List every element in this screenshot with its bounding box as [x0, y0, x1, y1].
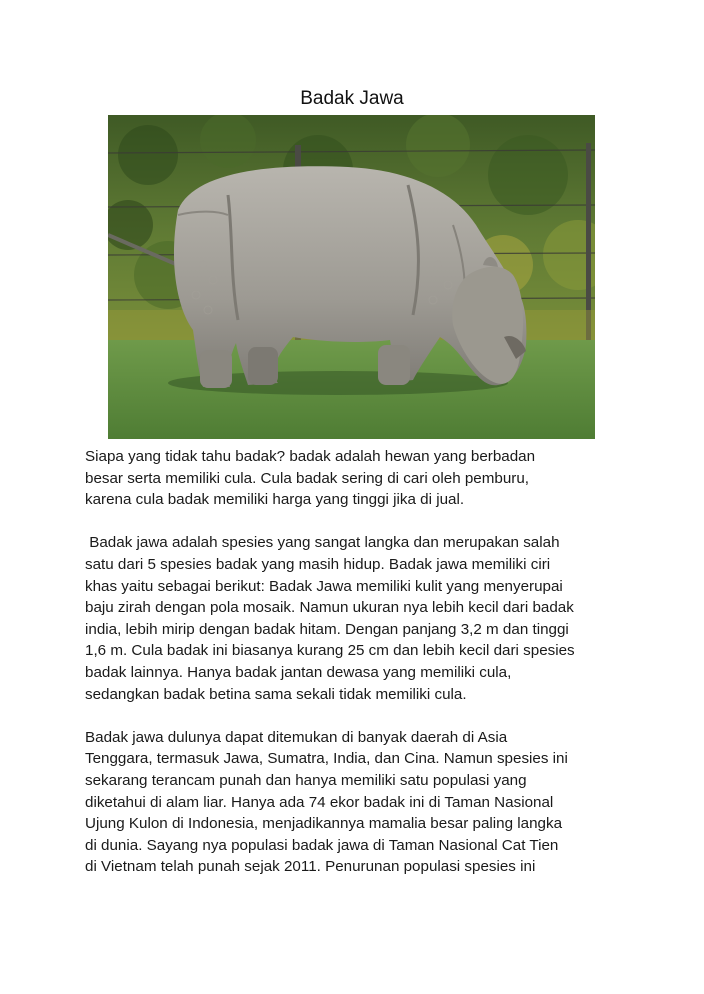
paragraph-line: india, lebih mirip dengan badak hitam. Dengan panjang 3,2 m dan tinggi: [85, 620, 569, 638]
paragraph-line: sedangkan badak betina sama sekali tidak memiliki cula.: [85, 685, 467, 703]
paragraph-line: Ujung Kulon di Indonesia, menjadikannya mamalia besar paling langka: [85, 815, 563, 833]
paragraph-line: satu dari 5 spesies badak yang masih hidup. Badak jawa memiliki ciri: [85, 555, 551, 573]
paragraph: [85, 727, 630, 878]
paragraph-line: badak lainnya. Hanya badak jantan dewasa yang memiliki cula,: [85, 663, 512, 681]
paragraph-line: Badak jawa dulunya dapat ditemukan di banyak daerah di Asia: [85, 728, 508, 746]
article-body: [85, 446, 630, 899]
paragraph: [85, 532, 630, 705]
paragraph-line: 1,6 m. Cula badak ini biasanya kurang 25 cm dan lebih kecil dari spesies: [85, 642, 575, 660]
paragraph-line: Siapa yang tidak tahu badak? badak adalah hewan yang berbadan: [85, 448, 536, 465]
paragraph-line: Tenggara, termasuk Jawa, Sumatra, India, dan Cina. Namun spesies ini: [85, 750, 568, 768]
paragraph-line: di Vietnam telah punah sejak 2011. Penurunan populasi spesies ini: [85, 858, 536, 876]
paragraph-line: khas yaitu sebagai berikut: Badak Jawa memiliki kulit yang menyerupai: [85, 577, 563, 595]
paragraph: [85, 446, 630, 511]
paragraph-line: Badak jawa adalah spesies yang sangat langka dan merupakan salah: [85, 534, 560, 552]
paragraph-line: besar serta memiliki cula. Cula badak sering di cari oleh pemburu,: [85, 469, 530, 487]
rhino-photo: [108, 115, 595, 439]
paragraph-line: diketahui di alam liar. Hanya ada 74 ekor badak ini di Taman Nasional: [85, 793, 554, 811]
paragraph-line: baju zirah dengan pola mosaik. Namun ukuran nya lebih kecil dari badak: [85, 599, 574, 617]
paragraph-line: sekarang terancam punah dan hanya memiliki satu populasi yang: [85, 771, 527, 789]
paragraph-line: karena cula badak memiliki harga yang tinggi jika di jual.: [85, 491, 465, 509]
page-title: Badak Jawa: [300, 88, 404, 109]
paragraph-line: di dunia. Sayang nya populasi badak jawa di Taman Nasional Cat Tien: [85, 836, 559, 854]
